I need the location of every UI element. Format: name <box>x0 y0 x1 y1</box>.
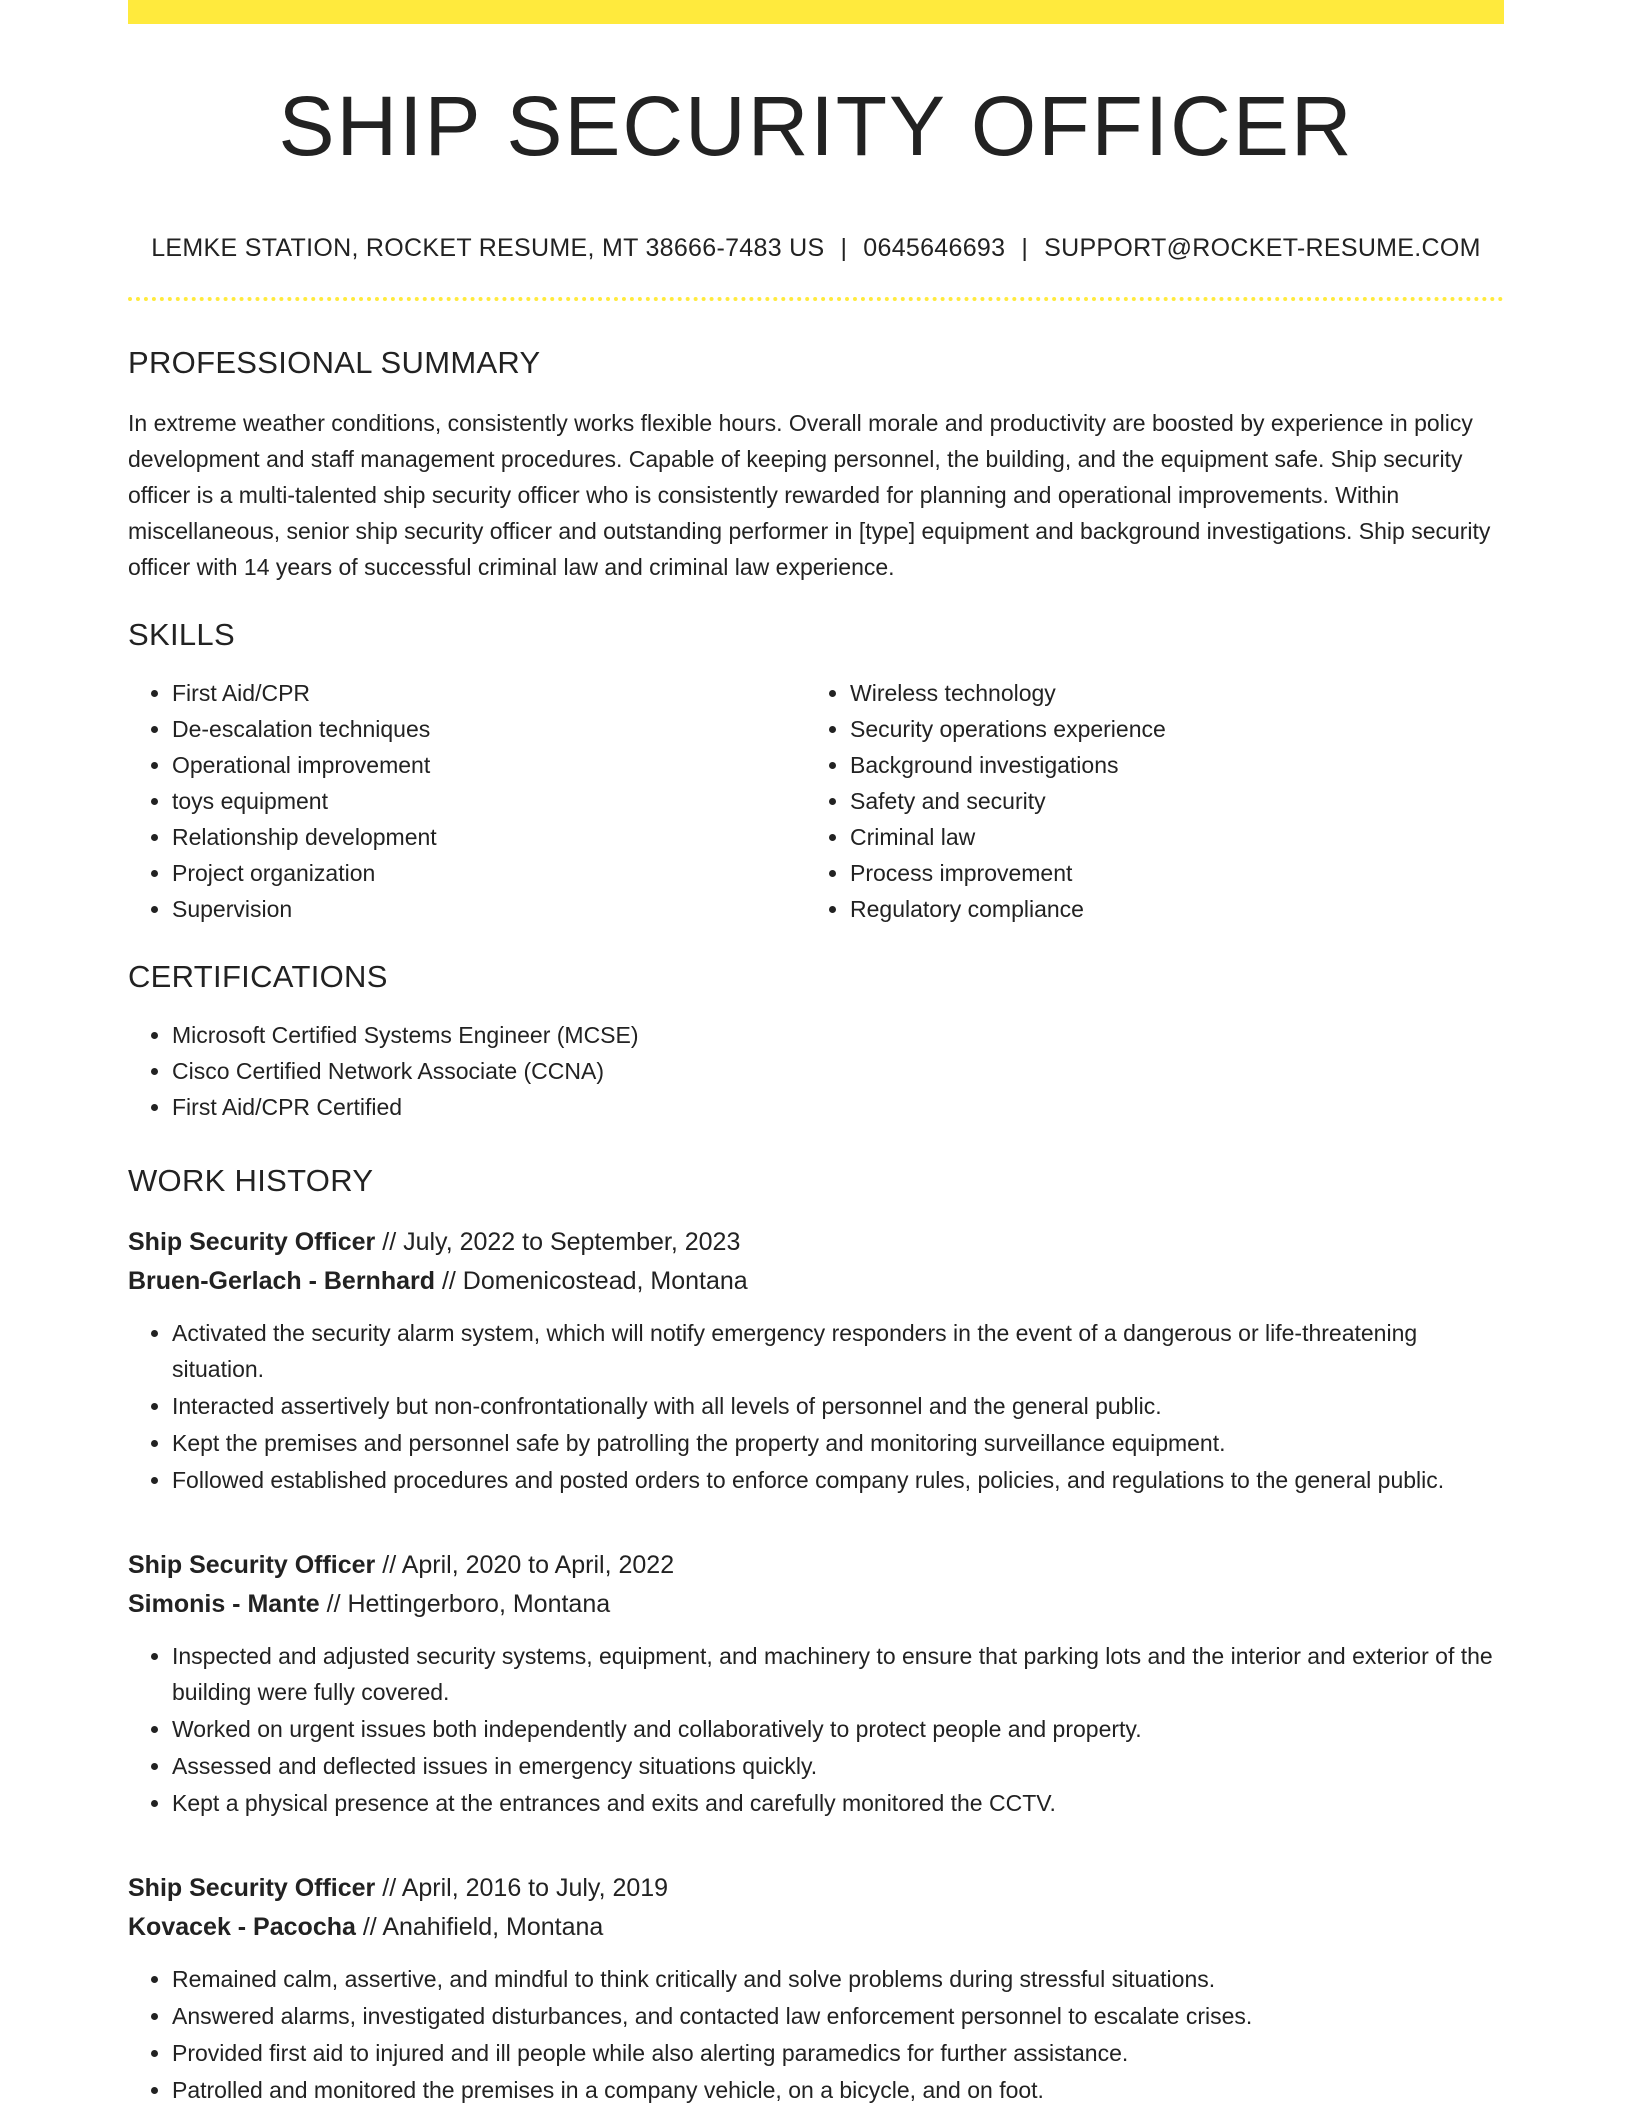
job-bullet: • Answered alarms, investigated disturbances, and contacted law enforcement personnel to escalate crises. <box>172 1998 1504 2034</box>
job-bullet: • Inspected and adjusted security systems, equipment, and machinery to ensure that parking lots and the interior and exterior of the building were fully covered. <box>172 1638 1504 1710</box>
skill-item: • Project organization <box>172 855 806 891</box>
skill-item: • Background investigations <box>850 747 1484 783</box>
header-divider <box>128 297 1504 301</box>
certification-item: • Cisco Certified Network Associate (CCNA) <box>172 1053 1504 1089</box>
job-bullets <box>128 1315 1504 1498</box>
job-company-line <box>128 1585 1504 1624</box>
skill-item: • Operational improvement <box>172 747 806 783</box>
job-bullet: • Assessed and deflected issues in emergency situations quickly. <box>172 1748 1504 1784</box>
job-location: // Domenicostead, Montana <box>441 1267 748 1295</box>
job-role-line <box>128 1869 1504 1908</box>
job-bullet: • Worked on urgent issues both independently and collaboratively to protect people and property. <box>172 1711 1504 1747</box>
job-bullet: • Interacted assertively but non-confrontationally with all levels of personnel and the general public. <box>172 1388 1504 1424</box>
job-company-line <box>128 1908 1504 1947</box>
job-bullet: • Patrolled and monitored the premises in a company vehicle, on a bicycle, and on foot. <box>172 2072 1504 2108</box>
job-company: Bruen-Gerlach - Bernhard <box>128 1267 436 1295</box>
certifications-list <box>128 1017 1504 1125</box>
skills-list <box>128 675 1504 927</box>
job-entry <box>128 1869 1504 2108</box>
skills-column-left <box>128 675 806 927</box>
top-accent-bar <box>128 0 1504 24</box>
job-entry <box>128 1546 1504 1821</box>
job-role-line <box>128 1546 1504 1585</box>
summary-heading: PROFESSIONAL SUMMARY <box>128 345 541 380</box>
job-bullet: • Remained calm, assertive, and mindful to think critically and solve problems during stressful situations. <box>172 1961 1504 1997</box>
job-dates: // April, 2016 to July, 2019 <box>382 1874 669 1902</box>
certifications-heading: CERTIFICATIONS <box>128 959 388 994</box>
job-bullet: • Kept a physical presence at the entrances and exits and carefully monitored the CCTV. <box>172 1785 1504 1821</box>
job-role-line <box>128 1223 1504 1262</box>
resume-page <box>128 0 1504 2109</box>
job-company: Kovacek - Pacocha <box>128 1913 356 1941</box>
skills-heading: SKILLS <box>128 617 235 652</box>
job-bullets <box>128 1961 1504 2108</box>
job-bullet: • Provided first aid to injured and ill people while also alerting paramedics for further assistance. <box>172 2035 1504 2071</box>
skill-item: • Regulatory compliance <box>850 891 1484 927</box>
job-entry <box>128 1223 1504 1498</box>
certification-item: • First Aid/CPR Certified <box>172 1089 1504 1125</box>
job-role: Ship Security Officer <box>128 1228 376 1256</box>
skill-item: • Relationship development <box>172 819 806 855</box>
skill-item: • toys equipment <box>172 783 806 819</box>
job-dates: // April, 2020 to April, 2022 <box>382 1551 675 1579</box>
job-bullets <box>128 1638 1504 1821</box>
contact-address: LEMKE STATION, ROCKET RESUME, MT 38666-7483 US <box>151 234 825 262</box>
skill-item: • Supervision <box>172 891 806 927</box>
contact-separator: | <box>1021 234 1029 262</box>
job-location: // Hettingerboro, Montana <box>326 1590 611 1618</box>
job-role: Ship Security Officer <box>128 1874 376 1902</box>
job-company: Simonis - Mante <box>128 1590 320 1618</box>
skill-item: • Process improvement <box>850 855 1484 891</box>
skill-item: • Criminal law <box>850 819 1484 855</box>
skill-item: • Safety and security <box>850 783 1484 819</box>
skill-item: • First Aid/CPR <box>172 675 806 711</box>
skill-item: • De-escalation techniques <box>172 711 806 747</box>
certification-item: • Microsoft Certified Systems Engineer (MCSE) <box>172 1017 1504 1053</box>
skill-item: • Security operations experience <box>850 711 1484 747</box>
work-history-heading: WORK HISTORY <box>128 1163 374 1198</box>
job-location: // Anahifield, Montana <box>362 1913 604 1941</box>
summary-text: In extreme weather conditions, consistently works flexible hours. Overall morale and productivity are boosted by experience in policy development and staff management procedures. Capable of keeping personnel, the building, and the equipment safe. Ship security officer is a multi-talented ship security officer who is consistently rewarded for planning and operational improvements. Within miscellaneous, senior ship security officer and outstanding performer in [type] equipment and background investigations. Ship security officer with 14 years of successful criminal law and criminal law experience. <box>128 410 1491 580</box>
skills-column-right <box>806 675 1484 927</box>
job-role: Ship Security Officer <box>128 1551 376 1579</box>
resume-name: SHIP SECURITY OFFICER <box>278 79 1354 173</box>
contact-phone: 0645646693 <box>863 234 1006 262</box>
job-company-line <box>128 1262 1504 1301</box>
contact-line <box>128 234 1504 263</box>
job-bullet: • Kept the premises and personnel safe by patrolling the property and monitoring surveillance equipment. <box>172 1425 1504 1461</box>
contact-separator: | <box>840 234 848 262</box>
job-dates: // July, 2022 to September, 2023 <box>382 1228 741 1256</box>
skill-item: • Wireless technology <box>850 675 1484 711</box>
job-bullet: • Activated the security alarm system, which will notify emergency responders in the event of a dangerous or life-threatening situation. <box>172 1315 1504 1387</box>
contact-email[interactable]: SUPPORT@ROCKET-RESUME.COM <box>1044 234 1481 262</box>
job-bullet: • Followed established procedures and posted orders to enforce company rules, policies, and regulations to the general public. <box>172 1462 1504 1498</box>
